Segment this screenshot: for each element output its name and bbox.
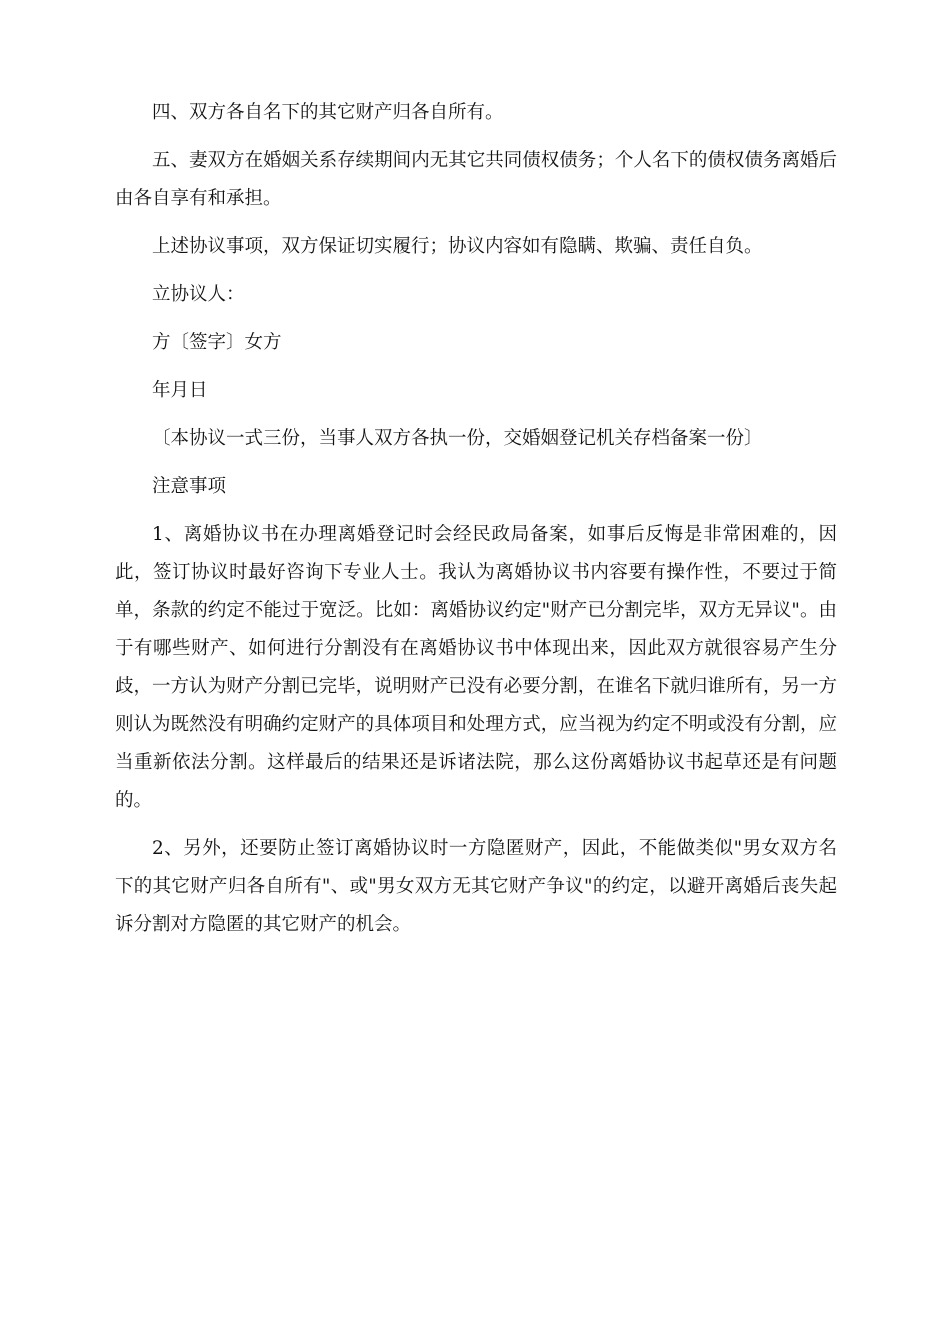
clause-five-paragraph: 五、妻双方在婚姻关系存续期间内无其它共同债权债务；个人名下的债权债务离婚后由各自享有和承担。 xyxy=(115,150,837,209)
performance-statement-paragraph: 上述协议事项，双方保证切实履行；协议内容如有隐瞒、欺骗、责任自负。 xyxy=(152,236,763,257)
copies-note: 〔本协议一式三份，当事人双方各执一份，交婚姻登记机关存档备案一份〕 xyxy=(152,428,763,449)
date-line: 年月日 xyxy=(152,380,208,401)
clause-four-paragraph: 四、双方各自名下的其它财产归各自所有。 xyxy=(152,102,504,123)
signatories-label: 立协议人： xyxy=(152,284,245,305)
note-one-paragraph: 1、离婚协议书在办理离婚登记时会经民政局备案，如事后反悔是非常困难的，因此，签订协议时最好咨询下专业人士。我认为离婚协议书内容要有操作性，不要过于简单，条款的约定不能过于宽泛。比如：离婚协议约定"财产已分割完毕，双方无异议"。由于有哪些财产、如何进行分割没有在离婚协议书中体现出来，因此双方就很容易产生分歧，一方认为财产分割已完毕，说明财产已没有必要分割，在谁名下就归谁所有，另一方则认为既然没有明确约定财产的具体项目和处理方式，应当视为约定不明或没有分割，应当重新依法分割。这样最后的结果还是诉诸法院，那么这份离婚协议书起草还是有问题的。 xyxy=(115,524,837,811)
notes-heading: 注意事项 xyxy=(152,476,227,497)
document-body xyxy=(115,94,837,954)
signature-line: 方〔签字〕女方 xyxy=(152,332,282,353)
note-two-paragraph: 2、另外，还要防止签订离婚协议时一方隐匿财产，因此，不能做类似"男女双方名下的其它财产归各自所有"、或"男女双方无其它财产争议"的约定，以避开离婚后丧失起诉分割对方隐匿的其它财产的机会。 xyxy=(115,838,837,935)
